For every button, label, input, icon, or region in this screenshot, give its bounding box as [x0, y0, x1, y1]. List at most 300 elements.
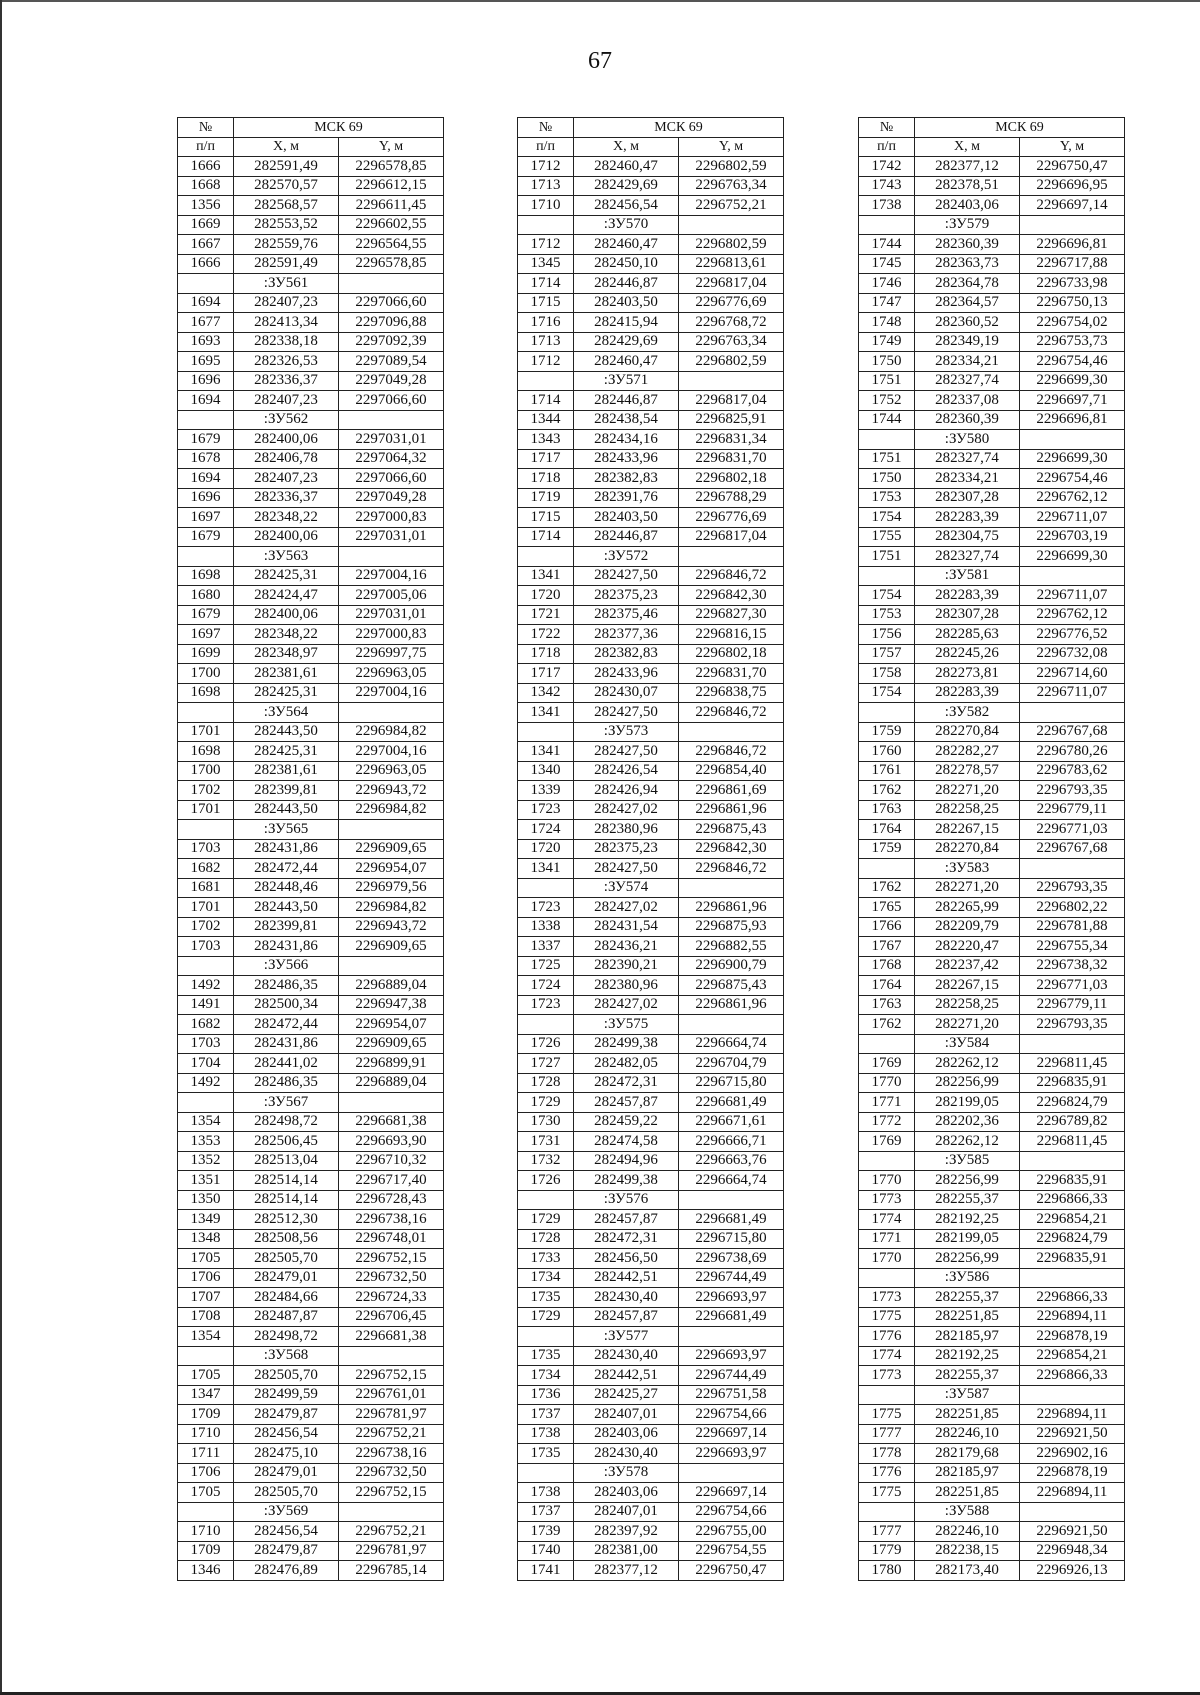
cell-number: 1755 — [859, 527, 915, 547]
cell-x: 282399,81 — [234, 781, 339, 801]
cell-x: 282457,87 — [574, 1307, 679, 1327]
cell-y: 2296894,11 — [1020, 1405, 1125, 1425]
cell-number: 1768 — [859, 956, 915, 976]
cell-y: 2296861,96 — [679, 898, 784, 918]
cell-y: 2296943,72 — [339, 917, 444, 937]
cell-number: 1492 — [178, 1073, 234, 1093]
cell-y: 2296894,11 — [1020, 1307, 1125, 1327]
table-row — [859, 839, 1125, 859]
cell-number — [518, 1015, 574, 1035]
cell-y: 2296811,45 — [1020, 1054, 1125, 1074]
parcel-label: :ЗУ586 — [915, 1268, 1020, 1288]
cell-y: 2296732,08 — [1020, 644, 1125, 664]
cell-number: 1766 — [859, 917, 915, 937]
table-row — [518, 1385, 784, 1405]
header-row — [178, 137, 444, 157]
cell-number — [859, 215, 915, 235]
cell-y — [679, 1463, 784, 1483]
cell-x: 282430,07 — [574, 683, 679, 703]
cell-y: 2297000,83 — [339, 508, 444, 528]
table-row — [518, 1249, 784, 1269]
cell-number: 1757 — [859, 644, 915, 664]
cell-x: 282399,81 — [234, 917, 339, 937]
cell-number: 1762 — [859, 781, 915, 801]
cell-y: 2296899,91 — [339, 1054, 444, 1074]
cell-number: 1773 — [859, 1366, 915, 1386]
cell-y: 2297066,60 — [339, 469, 444, 489]
table-row — [178, 1405, 444, 1425]
cell-number: 1774 — [859, 1210, 915, 1230]
cell-y: 2296751,58 — [679, 1385, 784, 1405]
cell-y: 2296776,69 — [679, 508, 784, 528]
cell-y: 2296754,46 — [1020, 469, 1125, 489]
cell-x: 282407,23 — [234, 469, 339, 489]
cell-y: 2296781,97 — [339, 1405, 444, 1425]
cell-y: 2296831,34 — [679, 430, 784, 450]
table-row — [859, 157, 1125, 177]
cell-y: 2296762,12 — [1020, 488, 1125, 508]
cell-y: 2296762,12 — [1020, 605, 1125, 625]
table-row — [518, 976, 784, 996]
table-row — [859, 1366, 1125, 1386]
cell-x: 282334,21 — [915, 352, 1020, 372]
cell-y: 2296693,90 — [339, 1132, 444, 1152]
parcel-label: :ЗУ578 — [574, 1463, 679, 1483]
section-row — [178, 703, 444, 723]
cell-y: 2296817,04 — [679, 527, 784, 547]
cell-x: 282427,02 — [574, 898, 679, 918]
cell-x: 282327,74 — [915, 371, 1020, 391]
cell-number: 1735 — [518, 1288, 574, 1308]
cell-x: 282380,96 — [574, 976, 679, 996]
table-row — [518, 527, 784, 547]
cell-number: 1770 — [859, 1249, 915, 1269]
cell-number — [178, 410, 234, 430]
cell-y: 2296783,62 — [1020, 761, 1125, 781]
cell-number: 1354 — [178, 1327, 234, 1347]
cell-x: 282270,84 — [915, 722, 1020, 742]
cell-number: 1726 — [518, 1034, 574, 1054]
cell-number: 1760 — [859, 742, 915, 762]
table-row — [859, 1190, 1125, 1210]
cell-x: 282431,86 — [234, 937, 339, 957]
cell-y: 2296715,80 — [679, 1229, 784, 1249]
header-coordinate-system: МСК 69 — [234, 118, 444, 138]
table-row — [518, 898, 784, 918]
parcel-label: :ЗУ583 — [915, 859, 1020, 879]
cell-y: 2296612,15 — [339, 176, 444, 196]
cell-y — [1020, 859, 1125, 879]
cell-number: 1751 — [859, 449, 915, 469]
cell-number: 1706 — [178, 1463, 234, 1483]
cell-x: 282377,12 — [574, 1561, 679, 1581]
table-row — [178, 176, 444, 196]
cell-y: 2296696,81 — [1020, 235, 1125, 255]
cell-y: 2297031,01 — [339, 430, 444, 450]
table-row — [859, 1541, 1125, 1561]
cell-x: 282486,35 — [234, 1073, 339, 1093]
cell-x: 282307,28 — [915, 605, 1020, 625]
parcel-label: :ЗУ568 — [234, 1346, 339, 1366]
cell-x: 282364,57 — [915, 293, 1020, 313]
cell-y: 2296771,03 — [1020, 976, 1125, 996]
table-header — [178, 118, 444, 157]
table-row — [859, 1132, 1125, 1152]
table-row — [518, 761, 784, 781]
cell-number: 1351 — [178, 1171, 234, 1191]
table-header — [859, 118, 1125, 157]
cell-x: 282505,70 — [234, 1366, 339, 1386]
table-row — [518, 1346, 784, 1366]
cell-y: 2296767,68 — [1020, 839, 1125, 859]
cell-y: 2296984,82 — [339, 898, 444, 918]
table-row — [178, 1210, 444, 1230]
parcel-label: :ЗУ574 — [574, 878, 679, 898]
table-row — [518, 664, 784, 684]
cell-number: 1778 — [859, 1444, 915, 1464]
table-row — [178, 293, 444, 313]
cell-y: 2297049,28 — [339, 488, 444, 508]
cell-x: 282426,54 — [574, 761, 679, 781]
table-row — [859, 527, 1125, 547]
cell-number: 1750 — [859, 352, 915, 372]
cell-y: 2296835,91 — [1020, 1171, 1125, 1191]
cell-x: 282307,28 — [915, 488, 1020, 508]
cell-x: 282460,47 — [574, 235, 679, 255]
cell-y: 2297096,88 — [339, 313, 444, 333]
cell-x: 282431,86 — [234, 839, 339, 859]
cell-y — [339, 1093, 444, 1113]
cell-number: 1776 — [859, 1327, 915, 1347]
cell-y — [679, 371, 784, 391]
cell-number: 1341 — [518, 703, 574, 723]
cell-y: 2296947,38 — [339, 995, 444, 1015]
table-row — [178, 664, 444, 684]
table-row — [859, 956, 1125, 976]
cell-number: 1753 — [859, 605, 915, 625]
cell-number: 1700 — [178, 664, 234, 684]
header-row — [178, 118, 444, 138]
cell-number: 1694 — [178, 391, 234, 411]
cell-x: 282482,05 — [574, 1054, 679, 1074]
table-row — [178, 1249, 444, 1269]
cell-y: 2296802,59 — [679, 235, 784, 255]
cell-y: 2296754,66 — [679, 1405, 784, 1425]
cell-x: 282448,46 — [234, 878, 339, 898]
cell-y: 2296984,82 — [339, 800, 444, 820]
cell-y: 2296979,56 — [339, 878, 444, 898]
table-row — [859, 488, 1125, 508]
cell-y — [1020, 1385, 1125, 1405]
cell-number: 1681 — [178, 878, 234, 898]
table-row — [518, 313, 784, 333]
cell-number: 1769 — [859, 1132, 915, 1152]
cell-x: 282472,44 — [234, 859, 339, 879]
cell-x: 282407,23 — [234, 391, 339, 411]
cell-number: 1764 — [859, 820, 915, 840]
cell-x: 282591,49 — [234, 157, 339, 177]
cell-x: 282479,01 — [234, 1463, 339, 1483]
cell-number: 1695 — [178, 352, 234, 372]
cell-number: 1775 — [859, 1483, 915, 1503]
table-row — [859, 683, 1125, 703]
cell-x: 282278,57 — [915, 761, 1020, 781]
section-row — [859, 430, 1125, 450]
cell-x: 282267,15 — [915, 976, 1020, 996]
cell-number: 1343 — [518, 430, 574, 450]
cell-x: 282472,31 — [574, 1073, 679, 1093]
cell-x: 282430,40 — [574, 1444, 679, 1464]
table-row — [518, 781, 784, 801]
cell-number: 1714 — [518, 274, 574, 294]
header-x: X, м — [574, 137, 679, 157]
table-row — [859, 1327, 1125, 1347]
table-row — [178, 1541, 444, 1561]
cell-x: 282476,89 — [234, 1561, 339, 1581]
table-row — [178, 644, 444, 664]
header-number: № — [178, 118, 234, 138]
section-row — [178, 820, 444, 840]
table-row — [178, 1366, 444, 1386]
table-row — [518, 1229, 784, 1249]
cell-x: 282506,45 — [234, 1132, 339, 1152]
cell-number: 1732 — [518, 1151, 574, 1171]
cell-y: 2297004,16 — [339, 566, 444, 586]
cell-y: 2296838,75 — [679, 683, 784, 703]
table-row — [518, 956, 784, 976]
table-row — [518, 586, 784, 606]
cell-number: 1733 — [518, 1249, 574, 1269]
cell-number: 1747 — [859, 293, 915, 313]
table-row — [178, 781, 444, 801]
parcel-label: :ЗУ572 — [574, 547, 679, 567]
cell-y: 2296854,21 — [1020, 1346, 1125, 1366]
table-row — [518, 1054, 784, 1074]
cell-number: 1776 — [859, 1463, 915, 1483]
cell-y: 2296732,50 — [339, 1463, 444, 1483]
cell-y: 2296963,05 — [339, 664, 444, 684]
cell-number: 1344 — [518, 410, 574, 430]
parcel-label: :ЗУ561 — [234, 274, 339, 294]
table-row — [859, 722, 1125, 742]
parcel-label: :ЗУ567 — [234, 1093, 339, 1113]
cell-y: 2297092,39 — [339, 332, 444, 352]
cell-x: 282348,22 — [234, 508, 339, 528]
table-row — [178, 449, 444, 469]
table-row — [518, 1034, 784, 1054]
table-row — [518, 1132, 784, 1152]
cell-number: 1744 — [859, 410, 915, 430]
cell-y: 2296875,93 — [679, 917, 784, 937]
parcel-label: :ЗУ570 — [574, 215, 679, 235]
table-row — [178, 1327, 444, 1347]
table-row — [859, 508, 1125, 528]
cell-x: 282377,12 — [915, 157, 1020, 177]
table-row — [178, 527, 444, 547]
cell-y: 2296752,15 — [339, 1249, 444, 1269]
cell-y: 2296728,43 — [339, 1190, 444, 1210]
table-row — [178, 1151, 444, 1171]
header-x: X, м — [915, 137, 1020, 157]
parcel-label: :ЗУ585 — [915, 1151, 1020, 1171]
cell-number: 1713 — [518, 332, 574, 352]
table-row — [178, 937, 444, 957]
cell-y: 2296681,49 — [679, 1210, 784, 1230]
cell-number — [518, 878, 574, 898]
cell-x: 282258,25 — [915, 995, 1020, 1015]
table-body — [859, 157, 1125, 1581]
cell-x: 282407,23 — [234, 293, 339, 313]
cell-x: 282360,52 — [915, 313, 1020, 333]
cell-x: 282457,87 — [574, 1210, 679, 1230]
cell-x: 282375,46 — [574, 605, 679, 625]
cell-number: 1779 — [859, 1541, 915, 1561]
cell-x: 282364,78 — [915, 274, 1020, 294]
cell-y — [1020, 1268, 1125, 1288]
table-row — [178, 391, 444, 411]
table-row — [518, 1307, 784, 1327]
cell-number: 1731 — [518, 1132, 574, 1152]
cell-x: 282336,37 — [234, 488, 339, 508]
cell-x: 282427,50 — [574, 859, 679, 879]
cell-number — [518, 1190, 574, 1210]
cell-number: 1698 — [178, 566, 234, 586]
cell-x: 282381,61 — [234, 664, 339, 684]
cell-x: 282430,40 — [574, 1346, 679, 1366]
cell-x: 282570,57 — [234, 176, 339, 196]
cell-x: 282246,10 — [915, 1424, 1020, 1444]
cell-x: 282348,97 — [234, 644, 339, 664]
table-row — [518, 937, 784, 957]
section-row — [518, 547, 784, 567]
table-row — [518, 1288, 784, 1308]
table-row — [859, 293, 1125, 313]
cell-number — [178, 1502, 234, 1522]
table-row — [518, 1405, 784, 1425]
cell-x: 282202,36 — [915, 1112, 1020, 1132]
cell-number: 1703 — [178, 839, 234, 859]
table-row — [859, 1249, 1125, 1269]
table-row — [518, 625, 784, 645]
cell-y: 2296671,61 — [679, 1112, 784, 1132]
parcel-label: :ЗУ576 — [574, 1190, 679, 1210]
cell-x: 282443,50 — [234, 898, 339, 918]
table-row — [178, 1015, 444, 1035]
cell-number: 1742 — [859, 157, 915, 177]
cell-number: 1342 — [518, 683, 574, 703]
cell-x: 282327,74 — [915, 449, 1020, 469]
cell-number: 1703 — [178, 937, 234, 957]
cell-x: 282349,19 — [915, 332, 1020, 352]
cell-number: 1705 — [178, 1366, 234, 1386]
header-number-sub: п/п — [518, 137, 574, 157]
cell-number: 1715 — [518, 293, 574, 313]
table-row — [859, 917, 1125, 937]
cell-number: 1774 — [859, 1346, 915, 1366]
table-row — [859, 1405, 1125, 1425]
cell-number: 1712 — [518, 157, 574, 177]
cell-y: 2296846,72 — [679, 859, 784, 879]
cell-y: 2296900,79 — [679, 956, 784, 976]
cell-x: 282427,02 — [574, 995, 679, 1015]
cell-x: 282413,34 — [234, 313, 339, 333]
cell-x: 282282,27 — [915, 742, 1020, 762]
section-row — [518, 1190, 784, 1210]
table-row — [178, 800, 444, 820]
cell-y: 2296750,47 — [1020, 157, 1125, 177]
cell-x: 282334,21 — [915, 469, 1020, 489]
cell-x: 282267,15 — [915, 820, 1020, 840]
section-row — [518, 371, 784, 391]
table-row — [178, 1561, 444, 1581]
cell-x: 282406,78 — [234, 449, 339, 469]
cell-x: 282505,70 — [234, 1483, 339, 1503]
cell-y: 2296846,72 — [679, 566, 784, 586]
section-row — [178, 547, 444, 567]
cell-y: 2296704,79 — [679, 1054, 784, 1074]
cell-x: 282486,35 — [234, 976, 339, 996]
header-y: Y, м — [339, 137, 444, 157]
header-number: № — [518, 118, 574, 138]
cell-number: 1762 — [859, 1015, 915, 1035]
cell-number — [178, 547, 234, 567]
table-row — [178, 488, 444, 508]
cell-x: 282442,51 — [574, 1366, 679, 1386]
cell-x: 282179,68 — [915, 1444, 1020, 1464]
table-row — [859, 332, 1125, 352]
cell-x: 282459,22 — [574, 1112, 679, 1132]
cell-y: 2296816,15 — [679, 625, 784, 645]
cell-x: 282425,27 — [574, 1385, 679, 1405]
cell-y: 2296943,72 — [339, 781, 444, 801]
cell-y: 2296882,55 — [679, 937, 784, 957]
table-row — [859, 586, 1125, 606]
cell-number: 1719 — [518, 488, 574, 508]
cell-x: 282456,54 — [234, 1522, 339, 1542]
header-x: X, м — [234, 137, 339, 157]
table-row — [178, 1190, 444, 1210]
cell-y: 2297000,83 — [339, 625, 444, 645]
cell-x: 282442,51 — [574, 1268, 679, 1288]
cell-y: 2297089,54 — [339, 352, 444, 372]
cell-number: 1679 — [178, 605, 234, 625]
cell-number: 1738 — [859, 196, 915, 216]
cell-y — [339, 956, 444, 976]
cell-number: 1748 — [859, 313, 915, 333]
cell-y: 2296926,13 — [1020, 1561, 1125, 1581]
cell-y: 2296750,13 — [1020, 293, 1125, 313]
cell-y: 2296889,04 — [339, 976, 444, 996]
table-row — [518, 683, 784, 703]
cell-x: 282382,83 — [574, 644, 679, 664]
cell-y: 2296854,40 — [679, 761, 784, 781]
cell-y: 2297064,32 — [339, 449, 444, 469]
cell-number: 1769 — [859, 1054, 915, 1074]
table-row — [178, 371, 444, 391]
cell-y: 2296699,30 — [1020, 547, 1125, 567]
cell-y — [339, 820, 444, 840]
table-row — [178, 1132, 444, 1152]
cell-number: 1356 — [178, 196, 234, 216]
cell-y: 2296793,35 — [1020, 1015, 1125, 1035]
cell-y: 2296954,07 — [339, 859, 444, 879]
table-row — [518, 274, 784, 294]
cell-y: 2296711,07 — [1020, 683, 1125, 703]
cell-number — [859, 566, 915, 586]
cell-y: 2296738,16 — [339, 1444, 444, 1464]
cell-number: 1701 — [178, 722, 234, 742]
table-row — [859, 1229, 1125, 1249]
